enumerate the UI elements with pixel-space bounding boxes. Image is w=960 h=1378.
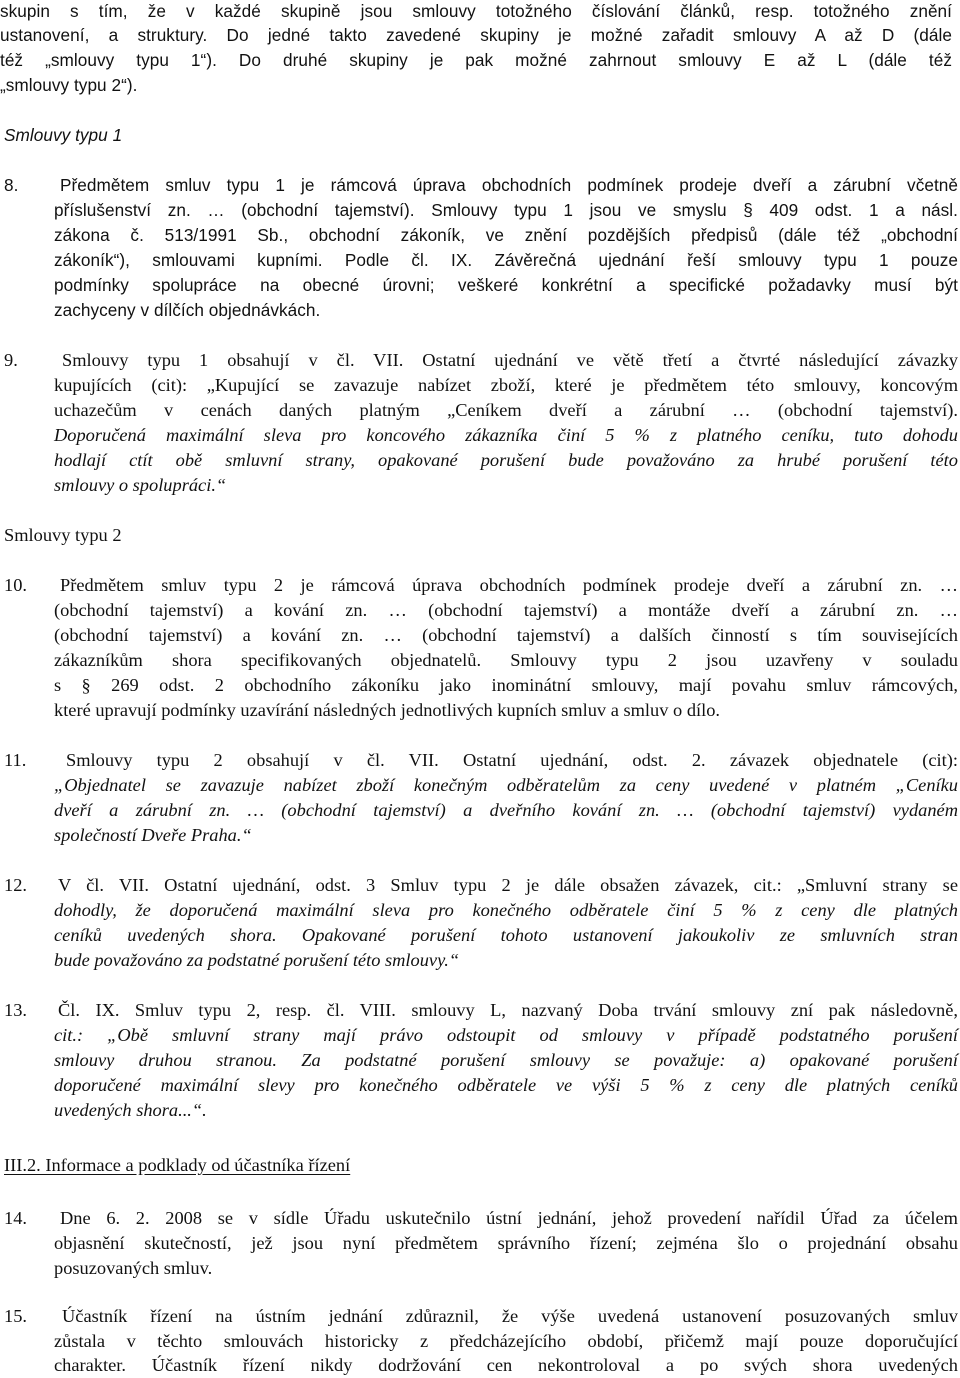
para-12-line-4: bude považováno za podstatné porušení této smlouvy.“: [54, 950, 460, 970]
para-12-number: 12.: [4, 875, 27, 895]
para-8-line-4: zákoník“), smlouvami kupními. Podle čl. IX. Závěrečná ujednání řeší smlouvy typu 1 pouze: [54, 250, 958, 270]
para-14-number: 14.: [4, 1208, 27, 1228]
para-11-line-1: Smlouvy typu 2 obsahují v čl. VII. Ostatní ujednání, odst. 2. závazek objednatele (cit):: [66, 750, 958, 770]
para-13-number: 13.: [4, 1000, 27, 1020]
para-10-line-4: zákazníkům shora specifikovaných objednatelů. Smlouvy typu 2 jsou uzavřeny v souladu: [54, 650, 958, 670]
para-15-line-3: charakter. Účastník řízení nikdy dodržování cen nekontroloval a po svých shora uvedených: [54, 1355, 958, 1375]
para-15-line-1: Účastník řízení na ústním jednání zdůraznil, že výše uvedená ustanovení posuzovaných smluv: [62, 1306, 958, 1326]
para-12-line-3: ceníků uvedených shora. Opakované porušení tohoto ustanovení jakoukoliv ze smluvních stran: [54, 925, 958, 945]
heading-smlouvy-typu-1: Smlouvy typu 1: [4, 125, 123, 145]
para-13-line-2: cit.: „Obě smluvní strany mají právo odstoupit od smlouvy v případě podstatného porušení: [54, 1025, 958, 1045]
para-14-line-3: posuzovaných smluv.: [54, 1258, 213, 1278]
para-10-line-2: (obchodní tajemství) a kování zn. … (obchodní tajemství) a montáže dveří a zárubní zn. …: [54, 600, 958, 620]
para-11-line-3: dveří a zárubní zn. … (obchodní tajemství) a dveřního kování zn. … (obchodní tajemství) vydaném: [54, 800, 958, 820]
intro-line-4: „smlouvy typu 2“).: [0, 75, 138, 95]
para-10-line-6: které upravují podmínky uzavírání následných jednotlivých kupních smluv a smluv o dílo.: [54, 700, 721, 720]
intro-line-1: skupin s tím, že v každé skupině jsou smlouvy totožného číslování článků, resp. totožného znění: [0, 1, 952, 21]
para-13-line-4: doporučené maximální slevy pro konečného odběratele ve výši 5 % z ceny dle platných ceníků: [54, 1075, 958, 1095]
para-8-line-5: podmínky spolupráce na obecné úrovni; veškeré konkrétní a specifické požadavky musí být: [54, 275, 958, 295]
para-8-line-2: příslušenství zn. … (obchodní tajemství). Smlouvy typu 1 jsou ve smyslu § 409 odst. 1 a násl.: [54, 200, 958, 220]
intro-line-2: ustanovení, a struktury. Do jedné takto zavedené skupiny je možné zařadit smlouvy A až D (dále: [0, 25, 952, 45]
para-13-line-1: Čl. IX. Smluv typu 2, resp. čl. VIII. smlouvy L, nazvaný Doba trvání smlouvy zní pak následovně,: [58, 1000, 958, 1020]
para-8-line-3: zákona č. 513/1991 Sb., obchodní zákoník, ve znění pozdějších předpisů (dále též „obchodní: [54, 225, 958, 245]
intro-line-3: též „smlouvy typu 1“). Do druhé skupiny je pak možné zahrnout smlouvy E až L (dále též: [0, 50, 952, 70]
para-14-line-2: objasnění skutečností, jež jsou nyní předmětem správního řízení; zejména šlo o projednání obsahu: [54, 1233, 958, 1253]
para-10-line-5: s § 269 odst. 2 obchodního zákoníku jako inominátní smlouvy, mají povahu smluv rámcových,: [54, 675, 958, 695]
para-9-line-4: Doporučená maximální sleva pro koncového zákazníka činí 5 % z platného ceníku, tuto dohodu: [54, 425, 958, 445]
para-8-line-6: zachyceny v dílčích objednávkách.: [54, 300, 321, 320]
para-8-line-1: Předmětem smluv typu 1 je rámcová úprava obchodních podmínek prodeje dveří a zárubní včetně: [60, 175, 958, 195]
para-8-number: 8.: [4, 175, 19, 195]
para-11-line-4: společností Dveře Praha.“: [54, 825, 252, 845]
heading-smlouvy-typu-2: Smlouvy typu 2: [4, 525, 122, 545]
para-15-line-2: zůstala v těchto smlouvách historicky z předcházejícího období, přičemž mají pouze doporučující: [54, 1331, 958, 1351]
para-11-line-2: „Objednatel se zavazuje nabízet zboží konečným odběratelům za ceny uvedené v platném „Ceníku: [54, 775, 958, 795]
para-10-number: 10.: [4, 575, 27, 595]
para-10-line-1: Předmětem smluv typu 2 je rámcová úprava obchodních podmínek prodeje dveří a zárubní zn. …: [60, 575, 958, 595]
para-9-line-3: uchazečům v cenách daných platným „Ceníkem dveří a zárubní … (obchodní tajemství).: [54, 400, 958, 420]
para-9-line-2: kupujících (cit): „Kupující se zavazuje nabízet zboží, které je předmětem této smlouvy, koncovým: [54, 375, 958, 395]
para-9-line-1: Smlouvy typu 1 obsahují v čl. VII. Ostatní ujednání ve větě třetí a čtvrté následující závazky: [62, 350, 958, 370]
para-13-line-3: smlouvy druhou stranou. Za podstatné porušení smlouvy se považuje: a) opakované porušení: [54, 1050, 958, 1070]
para-9-line-6: smlouvy o spolupráci.“: [54, 475, 227, 495]
section-heading-iii-2: III.2. Informace a podklady od účastníka řízení: [4, 1155, 351, 1175]
para-13-line-5: uvedených shora...“.: [54, 1100, 207, 1120]
para-9-number: 9.: [4, 350, 18, 370]
para-10-line-3: (obchodní tajemství) a kování zn. … (obchodní tajemství) a dalších činností s tím souvisejících: [54, 625, 958, 645]
para-9-line-5: hodlají ctít obě smluvní strany, opakované porušení bude považováno za hrubé porušení této: [54, 450, 958, 470]
para-14-line-1: Dne 6. 2. 2008 se v sídle Úřadu uskutečnilo ústní jednání, jehož provedení nařídil Úřad za účelem: [60, 1208, 958, 1228]
para-12-line-2: dohodly, že doporučená maximální sleva pro konečného odběratele činí 5 % z ceny dle platných: [54, 900, 958, 920]
para-11-number: 11.: [4, 750, 27, 770]
para-12-line-1: V čl. VII. Ostatní ujednání, odst. 3 Smluv typu 2 je dále obsažen závazek, cit.: „Smluvní strany se: [58, 875, 958, 895]
para-15-number: 15.: [4, 1306, 27, 1326]
